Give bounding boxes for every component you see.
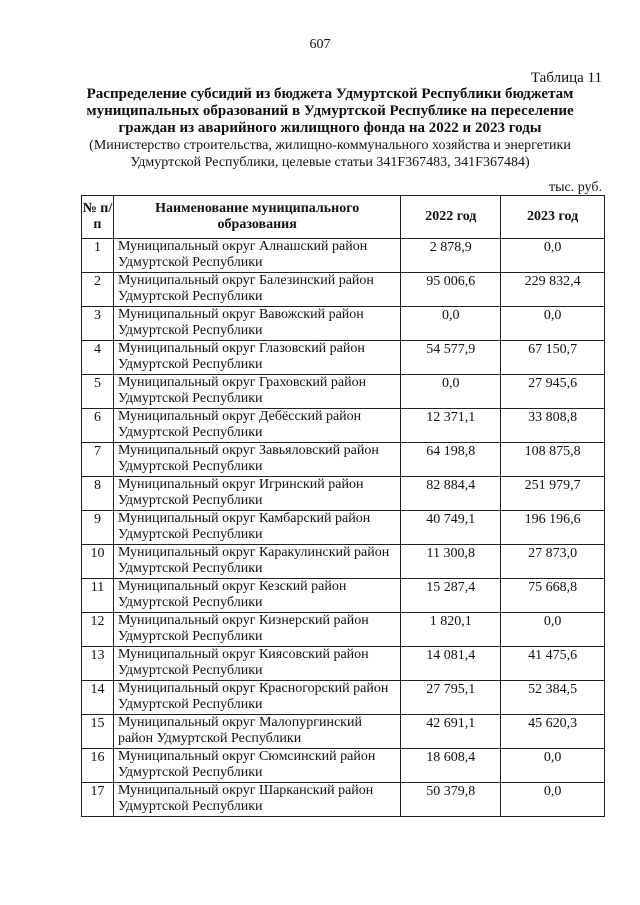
table-row bbox=[82, 749, 605, 783]
row-name-cell: Муниципальный округ Граховский район Удмуртской Республики bbox=[113, 375, 400, 409]
row-name-cell: Муниципальный округ Балезинский район Удмуртской Республики bbox=[113, 273, 400, 307]
row-number-cell: 6 bbox=[82, 409, 114, 443]
row-2023-cell: 251 979,7 bbox=[501, 477, 605, 511]
row-number-cell: 17 bbox=[82, 783, 114, 817]
header-num: № п/п bbox=[82, 196, 114, 239]
row-number-cell: 10 bbox=[82, 545, 114, 579]
table-row bbox=[82, 375, 605, 409]
row-2022-cell: 40 749,1 bbox=[401, 511, 501, 545]
row-2022-cell: 18 608,4 bbox=[401, 749, 501, 783]
row-number-cell: 12 bbox=[82, 613, 114, 647]
row-2022-cell: 82 884,4 bbox=[401, 477, 501, 511]
row-2023-cell: 27 873,0 bbox=[501, 545, 605, 579]
row-2023-cell: 52 384,5 bbox=[501, 681, 605, 715]
row-2023-cell: 27 945,6 bbox=[501, 375, 605, 409]
table-row bbox=[82, 409, 605, 443]
row-2022-cell: 1 820,1 bbox=[401, 613, 501, 647]
row-name-cell: Муниципальный округ Сюмсинский район Удмуртской Республики bbox=[113, 749, 400, 783]
row-2023-cell: 0,0 bbox=[501, 783, 605, 817]
row-2022-cell: 11 300,8 bbox=[401, 545, 501, 579]
row-2023-cell: 0,0 bbox=[501, 749, 605, 783]
table-row bbox=[82, 511, 605, 545]
table-row bbox=[82, 647, 605, 681]
row-2023-cell: 108 875,8 bbox=[501, 443, 605, 477]
table-row bbox=[82, 579, 605, 613]
row-name-cell: Муниципальный округ Красногорский район Удмуртской Республики bbox=[113, 681, 400, 715]
header-2023: 2023 год bbox=[501, 196, 605, 239]
row-2022-cell: 27 795,1 bbox=[401, 681, 501, 715]
row-name-cell: Муниципальный округ Завьяловский район Удмуртской Республики bbox=[113, 443, 400, 477]
row-name-cell: Муниципальный округ Дебёсский район Удмуртской Республики bbox=[113, 409, 400, 443]
table-row bbox=[82, 273, 605, 307]
row-2022-cell: 0,0 bbox=[401, 375, 501, 409]
row-2022-cell: 54 577,9 bbox=[401, 341, 501, 375]
row-number-cell: 2 bbox=[82, 273, 114, 307]
row-name-cell: Муниципальный округ Киясовский район Удмуртской Республики bbox=[113, 647, 400, 681]
header-name: Наименование муниципального образования bbox=[113, 196, 400, 239]
row-2023-cell: 0,0 bbox=[501, 613, 605, 647]
row-2023-cell: 33 808,8 bbox=[501, 409, 605, 443]
row-2022-cell: 15 287,4 bbox=[401, 579, 501, 613]
table-row bbox=[82, 307, 605, 341]
row-2022-cell: 64 198,8 bbox=[401, 443, 501, 477]
units-label: тыс. руб. bbox=[549, 180, 602, 195]
row-number-cell: 14 bbox=[82, 681, 114, 715]
row-name-cell: Муниципальный округ Кезский район Удмуртской Республики bbox=[113, 579, 400, 613]
row-2023-cell: 0,0 bbox=[501, 307, 605, 341]
row-number-cell: 1 bbox=[82, 239, 114, 273]
row-2023-cell: 0,0 bbox=[501, 239, 605, 273]
row-2022-cell: 50 379,8 bbox=[401, 783, 501, 817]
document-subtitle: (Министерство строительства, жилищно-коммунального хозяйства и энергетики Удмуртской Республики, целевые статьи 341F367483, 341F367484) bbox=[89, 138, 571, 170]
row-number-cell: 7 bbox=[82, 443, 114, 477]
row-name-cell: Муниципальный округ Игринский район Удмуртской Республики bbox=[113, 477, 400, 511]
table-row bbox=[82, 783, 605, 817]
table-header-row bbox=[82, 196, 605, 239]
row-2023-cell: 67 150,7 bbox=[501, 341, 605, 375]
row-2023-cell: 41 475,6 bbox=[501, 647, 605, 681]
row-number-cell: 13 bbox=[82, 647, 114, 681]
table-row bbox=[82, 443, 605, 477]
row-2023-cell: 229 832,4 bbox=[501, 273, 605, 307]
table-row bbox=[82, 715, 605, 749]
row-number-cell: 16 bbox=[82, 749, 114, 783]
row-2023-cell: 75 668,8 bbox=[501, 579, 605, 613]
row-name-cell: Муниципальный округ Малопургинский район Удмуртской Республики bbox=[113, 715, 400, 749]
row-number-cell: 3 bbox=[82, 307, 114, 341]
table-body bbox=[82, 239, 605, 817]
row-2023-cell: 45 620,3 bbox=[501, 715, 605, 749]
row-name-cell: Муниципальный округ Глазовский район Удмуртской Республики bbox=[113, 341, 400, 375]
document-title: Распределение субсидий из бюджета Удмуртской Республики бюджетам муниципальных образований в Удмуртской Республике на переселение граждан из аварийного жилищного фонда на 2022 и 2023 годы bbox=[86, 86, 574, 136]
table-row bbox=[82, 613, 605, 647]
page-number: 607 bbox=[309, 37, 331, 52]
row-name-cell: Муниципальный округ Кизнерский район Удмуртской Республики bbox=[113, 613, 400, 647]
row-2023-cell: 196 196,6 bbox=[501, 511, 605, 545]
table-row bbox=[82, 681, 605, 715]
table-row bbox=[82, 477, 605, 511]
row-2022-cell: 2 878,9 bbox=[401, 239, 501, 273]
row-number-cell: 11 bbox=[82, 579, 114, 613]
row-2022-cell: 0,0 bbox=[401, 307, 501, 341]
table-row bbox=[82, 545, 605, 579]
row-name-cell: Муниципальный округ Шарканский район Удмуртской Республики bbox=[113, 783, 400, 817]
subsidy-table bbox=[81, 195, 605, 817]
table-label: Таблица 11 bbox=[530, 70, 602, 86]
row-name-cell: Муниципальный округ Камбарский район Удмуртской Республики bbox=[113, 511, 400, 545]
table-row bbox=[82, 341, 605, 375]
row-name-cell: Муниципальный округ Каракулинский район Удмуртской Республики bbox=[113, 545, 400, 579]
header-2022: 2022 год bbox=[401, 196, 501, 239]
row-number-cell: 8 bbox=[82, 477, 114, 511]
table-row bbox=[82, 239, 605, 273]
row-2022-cell: 12 371,1 bbox=[401, 409, 501, 443]
row-name-cell: Муниципальный округ Алнашский район Удмуртской Республики bbox=[113, 239, 400, 273]
row-number-cell: 15 bbox=[82, 715, 114, 749]
row-2022-cell: 42 691,1 bbox=[401, 715, 501, 749]
row-number-cell: 4 bbox=[82, 341, 114, 375]
row-2022-cell: 95 006,6 bbox=[401, 273, 501, 307]
row-2022-cell: 14 081,4 bbox=[401, 647, 501, 681]
row-number-cell: 5 bbox=[82, 375, 114, 409]
row-number-cell: 9 bbox=[82, 511, 114, 545]
row-name-cell: Муниципальный округ Вавожский район Удмуртской Республики bbox=[113, 307, 400, 341]
